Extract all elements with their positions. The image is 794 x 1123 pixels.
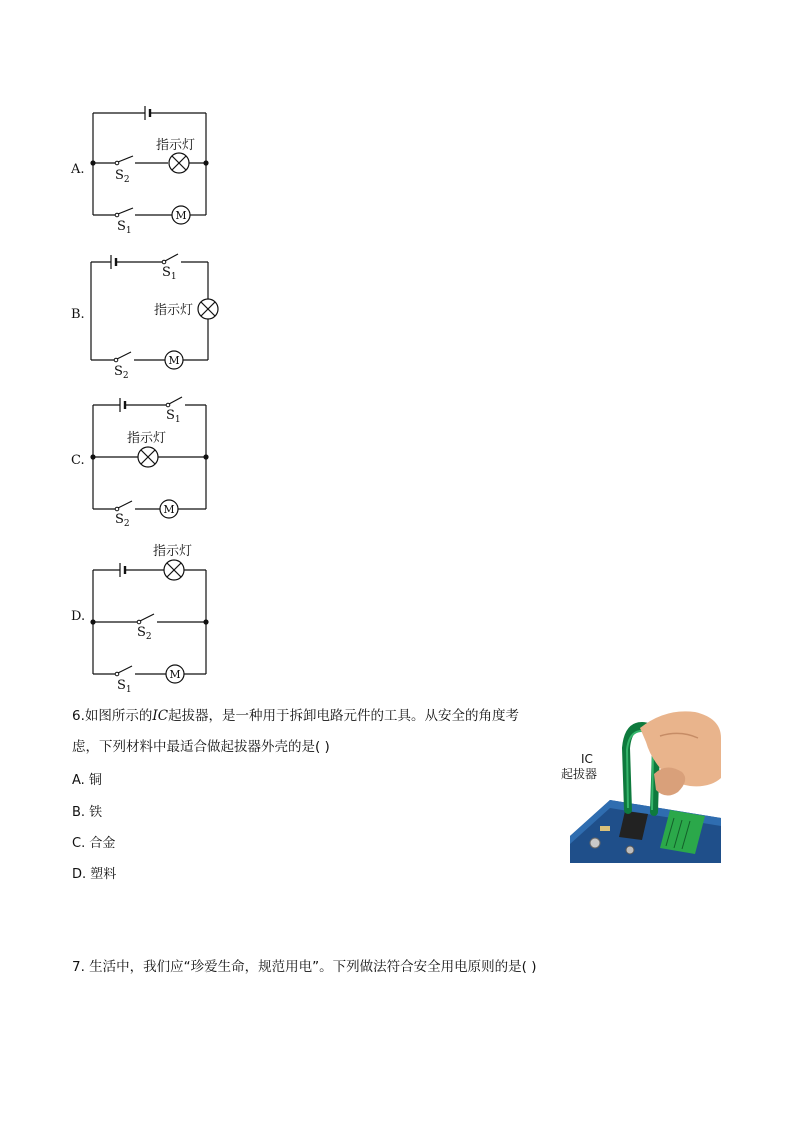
circuit-a-svg bbox=[0, 0, 794, 240]
ic-extractor-illustration bbox=[561, 708, 721, 863]
switch-blade bbox=[118, 666, 132, 673]
switch-s1-label: $S_1$ bbox=[162, 265, 177, 282]
choice-c[interactable]: C. 合金 bbox=[72, 836, 116, 851]
question-number: 6. bbox=[72, 708, 85, 724]
question-6-line-1 bbox=[72, 706, 519, 726]
choice-b[interactable]: B. 铁 bbox=[72, 805, 103, 820]
photo-label-ic: IC bbox=[581, 752, 593, 766]
motor-label: M bbox=[175, 209, 187, 222]
circuit-b-svg bbox=[0, 240, 794, 390]
switch-s1-label: $S_1$ bbox=[117, 219, 132, 236]
junction-dot bbox=[90, 160, 95, 165]
circuit-d-svg bbox=[0, 535, 794, 700]
option-d-label: D. bbox=[71, 609, 86, 624]
switch-s1-label: $S_1$ bbox=[117, 678, 132, 695]
switch-blade bbox=[118, 501, 132, 508]
circuit-diagram-a bbox=[0, 0, 794, 240]
circuit-diagram-c bbox=[0, 390, 794, 535]
question-text: 起拔器，是一种用于拆卸电路元件的工具。从安全的角度考 bbox=[168, 708, 520, 724]
question-text: 如图所示的 bbox=[84, 708, 153, 724]
option-a-label: A. bbox=[71, 162, 85, 177]
switch-s2-label: $S_2$ bbox=[115, 512, 130, 529]
junction-dot bbox=[90, 619, 95, 624]
circuit-diagram-b bbox=[0, 240, 794, 390]
lamp-label: 指示灯 bbox=[127, 431, 167, 446]
choice-a[interactable]: A. 铜 bbox=[72, 773, 102, 788]
lamp-label: 指示灯 bbox=[153, 544, 193, 559]
circuit-diagram-d bbox=[0, 535, 794, 700]
choice-d[interactable]: D. 塑料 bbox=[72, 867, 117, 882]
photo-label-extractor: 起拔器 bbox=[561, 767, 598, 781]
junction-dot bbox=[90, 454, 95, 459]
switch-s1-label: $S_1$ bbox=[166, 408, 181, 425]
option-c-label: C. bbox=[71, 453, 85, 468]
motor-label: M bbox=[169, 668, 181, 681]
junction-dot bbox=[203, 619, 208, 624]
finger bbox=[654, 767, 685, 795]
lamp-label: 指示灯 bbox=[156, 138, 196, 153]
ic-term: IC bbox=[152, 708, 169, 724]
switch-blade bbox=[117, 352, 131, 359]
ic-extractor-photo bbox=[561, 708, 721, 863]
switch-blade bbox=[118, 156, 133, 162]
motor-label: M bbox=[163, 503, 175, 516]
switch-s2-label: $S_2$ bbox=[137, 625, 152, 642]
switch-blade bbox=[118, 208, 133, 214]
lamp-label: 指示灯 bbox=[154, 303, 194, 318]
circuit-c-svg bbox=[0, 390, 794, 535]
motor-label: M bbox=[168, 354, 180, 367]
junction-dot bbox=[203, 160, 208, 165]
option-b-label: B. bbox=[71, 307, 85, 322]
question-6-line-2: 虑，下列材料中最适合做起拔器外壳的是( ) bbox=[72, 739, 330, 755]
question-7-line: 7. 生活中，我们应“珍爱生命，规范用电”。下列做法符合安全用电原则的是( ) bbox=[72, 959, 537, 975]
switch-blade bbox=[169, 397, 182, 404]
switch-s2-label: $S_2$ bbox=[114, 364, 129, 381]
switch-blade bbox=[165, 254, 178, 261]
junction-dot bbox=[203, 454, 208, 459]
switch-s2-label: $S_2$ bbox=[115, 168, 130, 185]
switch-blade bbox=[140, 614, 154, 621]
